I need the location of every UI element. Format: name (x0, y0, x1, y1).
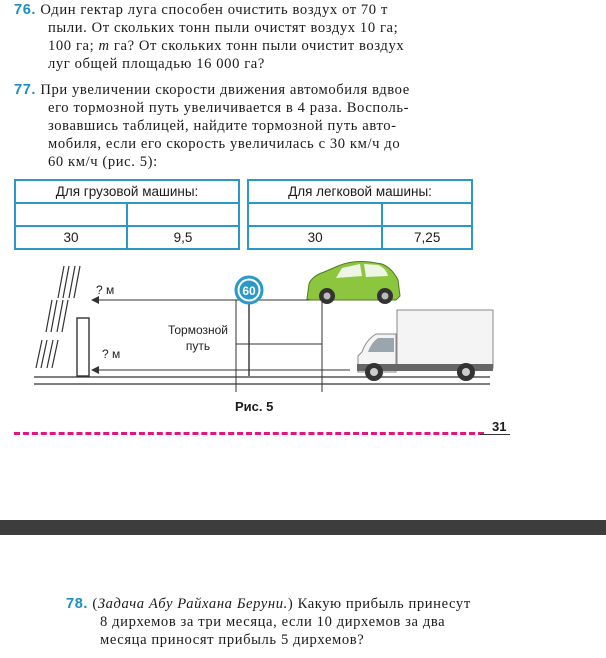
problem-text-line: 8 дирхемов за три месяца, если 10 дирхемов за два (100, 614, 446, 630)
text-fragment: 100 га; (48, 38, 99, 54)
problem-number: 76. (14, 2, 37, 18)
text-fragment: ) Какую прибыль принесут (287, 596, 471, 612)
table-cell: 30 (248, 226, 382, 249)
bottom-distance-label: ? м (102, 347, 121, 361)
problem-text-line: 60 км/ч (рис. 5): (48, 154, 158, 170)
dashed-divider (14, 432, 484, 435)
braking-label-line: путь (185, 339, 211, 353)
table-cell: 9,5 (127, 226, 239, 249)
text-fragment: ( (92, 596, 98, 612)
road-lines (34, 377, 490, 384)
braking-label-line: Тормозной (167, 323, 229, 337)
problem-text-line: пыли. От скольких тонн пыли очистят воздух 10 га; (48, 20, 399, 36)
page-number-rule (480, 434, 510, 435)
problem-text-line: месяца приносят прибыль 5 дирхемов? (100, 632, 365, 648)
variable-m: m (98, 38, 110, 54)
road-hatching (36, 266, 80, 368)
page-number: 31 (492, 419, 507, 434)
car-icon (307, 262, 400, 305)
stop-post (77, 318, 89, 376)
problem-number: 77. (14, 82, 37, 98)
problem-text-line: зовавшись таблицей, найдите тормозной путь авто- (48, 118, 397, 134)
problem-text-line: При увеличении скорости движения автомобиля вдвое (40, 82, 410, 98)
problem-text-line: мобиля, если его скорость увеличилась с 30 км/ч до (48, 136, 401, 152)
problem-text-line: его тормозной путь увеличивается в 4 раза. Восполь- (48, 100, 410, 116)
problem-text-line: Один гектар луга способен очистить воздух от 70 т (40, 2, 388, 18)
table-header: Для легковой машины: (248, 180, 472, 203)
speed-limit-sign (236, 277, 262, 303)
problem-text-line: луг общей площадью 16 000 га? (48, 56, 265, 72)
problem-source: Задача Абу Райхана Беруни. (97, 596, 288, 612)
table-cell: 30 (15, 226, 127, 249)
table-cell: 7,25 (382, 226, 472, 249)
braking-distance-label (160, 322, 236, 354)
problem-number: 78. (66, 596, 89, 612)
table-header: Для грузовой машины: (15, 180, 239, 203)
problem-78 (66, 595, 586, 649)
figure-caption: Рис. 5 (235, 399, 274, 414)
text-fragment: га? От скольких тонн пыли очистит воздух (109, 38, 405, 54)
top-distance-label: ? м (96, 283, 115, 297)
page-separator (0, 520, 606, 535)
truck-icon (357, 310, 493, 381)
speed-limit-value: 60 (242, 284, 256, 298)
